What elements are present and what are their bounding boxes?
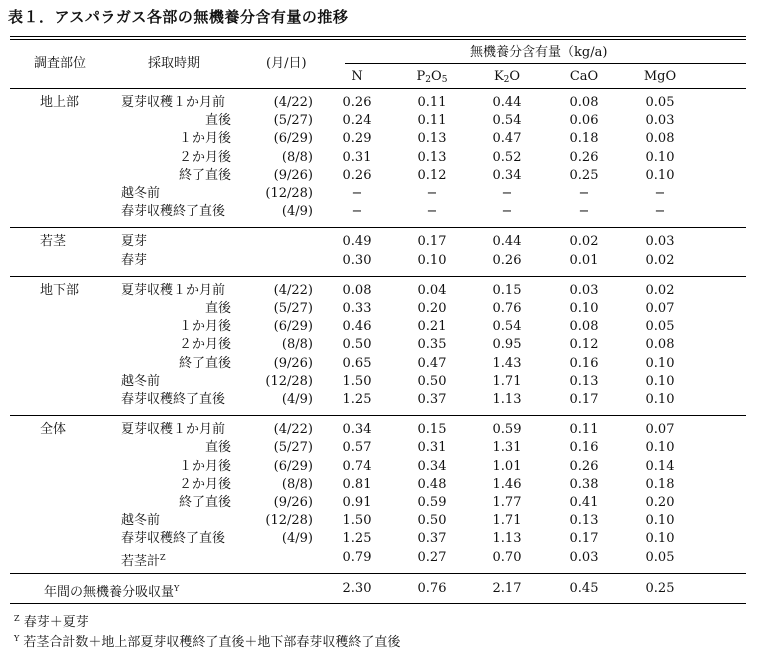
- value-cell: 0.52: [492, 149, 522, 165]
- value-cell: 0.03: [645, 113, 675, 129]
- row-period: 夏芽: [121, 234, 148, 250]
- value-cell: 0.08: [342, 282, 372, 298]
- value-cell: 0.38: [569, 476, 599, 492]
- value-cell: 0.02: [569, 234, 599, 250]
- header-part: 調査部位: [34, 56, 87, 71]
- value-cell: 0.10: [645, 149, 675, 165]
- value-cell: 0.05: [645, 95, 675, 110]
- value-cell: 0.10: [569, 301, 599, 316]
- annual-value: 0.25: [645, 580, 675, 596]
- row-date: (4/9): [281, 392, 313, 407]
- value-cell: 1.25: [342, 392, 372, 407]
- table-rule: [10, 39, 746, 40]
- value-cell: 0.02: [645, 282, 675, 298]
- value-cell: 1.31: [492, 440, 522, 456]
- row-period: 終了直後: [178, 355, 231, 371]
- value-cell: 0.04: [417, 282, 447, 298]
- value-cell: 0.26: [342, 95, 372, 110]
- value-cell: 0.16: [569, 355, 599, 371]
- value-cell: 0.12: [417, 167, 447, 183]
- row-period: 春芽収穫終了直後: [121, 204, 226, 220]
- value-cell: 0.34: [417, 458, 447, 474]
- value-cell: 0.41: [569, 495, 599, 510]
- section-label: 地上部: [40, 95, 80, 110]
- value-cell: 0.08: [569, 319, 599, 335]
- table-rule: [10, 88, 746, 89]
- value-cell: 1.13: [492, 531, 522, 547]
- row-date: (9/26): [273, 355, 313, 371]
- value-cell: 0.54: [492, 319, 522, 335]
- table-rule: [10, 573, 746, 574]
- value-cell: 0.79: [342, 549, 372, 565]
- section-label: 全体: [40, 422, 67, 438]
- value-cell: 0.37: [417, 392, 447, 407]
- row-date: (5/27): [273, 440, 313, 456]
- value-cell: 0.11: [417, 95, 447, 110]
- row-date: (6/29): [273, 458, 313, 474]
- value-cell: 0.18: [645, 476, 675, 492]
- value-cell: 0.08: [569, 95, 599, 110]
- value-cell: 1.25: [342, 531, 372, 547]
- header-date: (月/日): [266, 56, 307, 71]
- value-cell: 0.31: [417, 440, 447, 456]
- row-period: 終了直後: [178, 167, 231, 183]
- value-cell: −: [426, 204, 438, 220]
- header-group: 無機養分含有量（kg/a): [470, 45, 608, 60]
- value-cell: 0.12: [569, 337, 599, 353]
- value-cell: 0.10: [645, 440, 675, 456]
- value-cell: −: [654, 186, 666, 201]
- row-period: 夏芽収穫１か月前: [121, 422, 226, 438]
- row-period: 若茎計$^Z$: [121, 552, 166, 569]
- value-cell: 1.01: [492, 458, 522, 474]
- value-cell: 0.08: [645, 337, 675, 353]
- value-cell: 0.03: [645, 234, 675, 250]
- value-cell: 0.76: [492, 301, 522, 316]
- value-cell: 0.35: [417, 337, 447, 353]
- row-date: (6/29): [273, 319, 313, 335]
- value-cell: 0.44: [492, 95, 522, 110]
- value-cell: 0.20: [645, 495, 675, 510]
- value-cell: 0.07: [645, 301, 675, 316]
- table-rule: [10, 415, 746, 416]
- value-cell: 0.46: [342, 319, 372, 335]
- value-cell: −: [654, 204, 666, 220]
- section-label: 地下部: [40, 282, 80, 298]
- value-cell: 0.03: [569, 282, 599, 298]
- value-cell: 0.14: [645, 458, 675, 474]
- row-period: ２か月後: [178, 337, 231, 353]
- row-period: ２か月後: [178, 476, 231, 492]
- row-date: (5/27): [273, 301, 313, 316]
- row-period: 夏芽収穫１か月前: [121, 95, 226, 110]
- row-period: 直後: [204, 113, 231, 129]
- row-date: (4/22): [273, 422, 313, 438]
- row-date: (4/9): [281, 531, 313, 547]
- value-cell: 0.26: [569, 149, 599, 165]
- value-cell: 0.02: [645, 252, 675, 268]
- value-cell: 0.47: [492, 131, 522, 147]
- value-cell: 1.43: [492, 355, 522, 371]
- value-cell: 0.15: [492, 282, 522, 298]
- row-date: (4/22): [273, 95, 313, 110]
- value-cell: 0.03: [569, 549, 599, 565]
- annual-value: 2.30: [342, 580, 372, 596]
- value-cell: 0.50: [417, 513, 447, 529]
- footnote: $^Z$ 春芽＋夏芽: [14, 613, 89, 630]
- column-header: $P_2O_5$: [416, 69, 448, 85]
- value-cell: 0.50: [342, 337, 372, 353]
- table-title: 表１．アスパラガス各部の無機養分含有量の推移: [8, 8, 349, 26]
- value-cell: 0.17: [417, 234, 447, 250]
- row-period: 夏芽収穫１か月前: [121, 282, 226, 298]
- value-cell: 0.65: [342, 355, 372, 371]
- value-cell: 0.21: [417, 319, 447, 335]
- row-date: (8/8): [281, 476, 313, 492]
- value-cell: 1.50: [342, 513, 372, 529]
- annual-label: 年間の無機養分吸収量$^Y$: [44, 583, 180, 600]
- value-cell: 0.13: [417, 131, 447, 147]
- row-date: (12/28): [265, 186, 313, 201]
- annual-value: 2.17: [492, 580, 522, 596]
- row-period: ２か月後: [178, 149, 231, 165]
- value-cell: −: [351, 186, 363, 201]
- table-rule: [10, 36, 746, 37]
- column-header: CaO: [569, 69, 599, 84]
- row-date: (5/27): [273, 113, 313, 129]
- value-cell: 0.30: [342, 252, 372, 268]
- value-cell: 0.70: [492, 549, 522, 565]
- value-cell: 0.10: [645, 167, 675, 183]
- value-cell: 1.71: [492, 373, 522, 389]
- value-cell: 1.50: [342, 373, 372, 389]
- row-period: 越冬前: [121, 186, 161, 201]
- column-header: N: [351, 69, 363, 84]
- row-date: (12/28): [265, 373, 313, 389]
- value-cell: 0.10: [645, 513, 675, 529]
- header-period: 採取時期: [148, 56, 201, 71]
- row-period: 春芽収穫終了直後: [121, 531, 226, 547]
- value-cell: 1.46: [492, 476, 522, 492]
- value-cell: 0.11: [569, 422, 599, 438]
- value-cell: 0.31: [342, 149, 372, 165]
- value-cell: 0.47: [417, 355, 447, 371]
- table-rule: [345, 63, 746, 64]
- row-period: 春芽: [121, 252, 148, 268]
- value-cell: 1.71: [492, 513, 522, 529]
- annual-value: 0.45: [569, 580, 599, 596]
- value-cell: 0.57: [342, 440, 372, 456]
- value-cell: 0.25: [569, 167, 599, 183]
- value-cell: 0.13: [417, 149, 447, 165]
- row-period: 春芽収穫終了直後: [121, 392, 226, 407]
- value-cell: −: [578, 204, 590, 220]
- row-date: (4/22): [273, 282, 313, 298]
- row-date: (4/9): [281, 204, 313, 220]
- value-cell: 0.95: [492, 337, 522, 353]
- table-rule: [10, 603, 746, 604]
- column-header: $K_2O$: [493, 69, 521, 85]
- row-date: (9/26): [273, 167, 313, 183]
- value-cell: 0.10: [645, 392, 675, 407]
- value-cell: 0.15: [417, 422, 447, 438]
- row-date: (8/8): [281, 149, 313, 165]
- value-cell: 0.10: [645, 373, 675, 389]
- value-cell: 0.10: [645, 355, 675, 371]
- value-cell: 1.13: [492, 392, 522, 407]
- value-cell: 0.17: [569, 531, 599, 547]
- value-cell: −: [351, 204, 363, 220]
- value-cell: 0.59: [417, 495, 447, 510]
- row-date: (6/29): [273, 131, 313, 147]
- annual-value: 0.76: [417, 580, 447, 596]
- value-cell: −: [501, 186, 513, 201]
- row-period: １か月後: [178, 131, 231, 147]
- value-cell: 0.16: [569, 440, 599, 456]
- value-cell: 0.18: [569, 131, 599, 147]
- table-rule: [10, 227, 746, 228]
- row-date: (12/28): [265, 513, 313, 529]
- value-cell: 0.17: [569, 392, 599, 407]
- value-cell: 0.10: [417, 252, 447, 268]
- value-cell: 0.13: [569, 513, 599, 529]
- value-cell: 1.77: [492, 495, 522, 510]
- value-cell: 0.07: [645, 422, 675, 438]
- row-period: １か月後: [178, 319, 231, 335]
- row-period: 越冬前: [121, 373, 161, 389]
- value-cell: 0.06: [569, 113, 599, 129]
- value-cell: 0.01: [569, 252, 599, 268]
- value-cell: 0.26: [342, 167, 372, 183]
- value-cell: −: [501, 204, 513, 220]
- value-cell: 0.11: [417, 113, 447, 129]
- value-cell: 0.81: [342, 476, 372, 492]
- value-cell: −: [426, 186, 438, 201]
- row-period: 直後: [204, 440, 231, 456]
- table-rule: [10, 276, 746, 277]
- value-cell: 0.27: [417, 549, 447, 565]
- value-cell: −: [578, 186, 590, 201]
- value-cell: 0.54: [492, 113, 522, 129]
- footnote: $^Y$ 若茎合計数＋地上部夏芽収穫終了直後＋地下部春芽収穫終了直後: [14, 633, 401, 650]
- value-cell: 0.59: [492, 422, 522, 438]
- row-date: (8/8): [281, 337, 313, 353]
- row-period: 越冬前: [121, 513, 161, 529]
- value-cell: 0.44: [492, 234, 522, 250]
- value-cell: 0.13: [569, 373, 599, 389]
- row-period: １か月後: [178, 458, 231, 474]
- value-cell: 0.37: [417, 531, 447, 547]
- value-cell: 0.26: [492, 252, 522, 268]
- value-cell: 0.33: [342, 301, 372, 316]
- value-cell: 0.74: [342, 458, 372, 474]
- value-cell: 0.24: [342, 113, 372, 129]
- value-cell: 0.10: [645, 531, 675, 547]
- value-cell: 0.29: [342, 131, 372, 147]
- value-cell: 0.08: [645, 131, 675, 147]
- value-cell: 0.50: [417, 373, 447, 389]
- value-cell: 0.26: [569, 458, 599, 474]
- value-cell: 0.34: [492, 167, 522, 183]
- value-cell: 0.05: [645, 319, 675, 335]
- value-cell: 0.20: [417, 301, 447, 316]
- column-header: MgO: [643, 69, 677, 84]
- section-label: 若茎: [40, 234, 67, 250]
- value-cell: 0.91: [342, 495, 372, 510]
- value-cell: 0.34: [342, 422, 372, 438]
- value-cell: 0.05: [645, 549, 675, 565]
- row-date: (9/26): [273, 495, 313, 510]
- row-period: 直後: [204, 301, 231, 316]
- value-cell: 0.49: [342, 234, 372, 250]
- value-cell: 0.48: [417, 476, 447, 492]
- row-period: 終了直後: [178, 495, 231, 510]
